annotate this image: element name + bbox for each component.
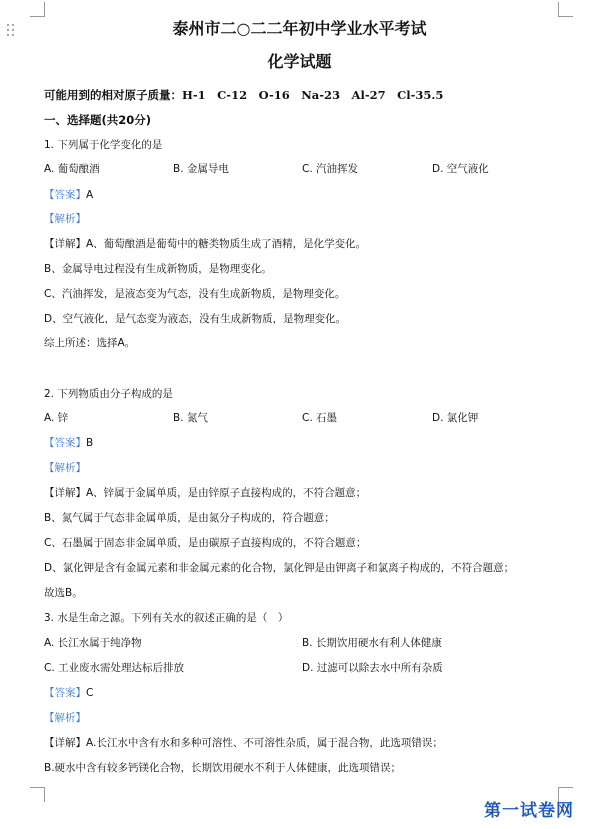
q1-option-d: D. 空气液化 — [432, 163, 489, 175]
page-subtitle: 化学试题 — [267, 52, 332, 71]
q1-option-a: A. 葡萄酿酒 — [44, 163, 100, 175]
question-2-stem: 2. 下列物质由分子构成的是 — [44, 388, 173, 400]
q1-detail-a: A、葡萄酿酒是葡萄中的糖类物质生成了酒精，是化学变化。 — [86, 238, 367, 250]
question-3-stem: 3. 水是生命之源。下列有关水的叙述正确的是（ ） — [44, 612, 289, 624]
answer-tag: 【答案】 — [44, 687, 86, 699]
q2-detail-d: D、氯化钾是含有金属元素和非金属元素的化合物，氯化钾是由钾离子和氯离子构成的，不符合题意； — [44, 562, 515, 574]
q1-analysis-tag: 【解析】 — [44, 213, 86, 225]
atomic-masses-line: 可能用到的相对原子质量：H-1 C-12 O-16 Na-23 Al-27 Cl-35.5 — [44, 88, 444, 102]
q2-detail-c: C、石墨属于固态非金属单质，是由碳原子直接构成的，不符合题意； — [44, 537, 367, 549]
q2-analysis-tag: 【解析】 — [44, 462, 86, 474]
crop-mark-bottom-left — [30, 787, 45, 802]
q1-option-b: B. 金属导电 — [173, 163, 229, 175]
q3-option-d: D. 过滤可以除去水中所有杂质 — [302, 662, 443, 674]
q3-detail-line-1 — [44, 736, 443, 750]
q2-detail-b: B、氮气属于气态非金属单质，是由氮分子构成的，符合题意； — [44, 512, 335, 524]
q1-detail-b: B、金属导电过程没有生成新物质，是物理变化。 — [44, 263, 272, 275]
q3-answer: C — [86, 687, 94, 699]
crop-mark-top-right — [558, 2, 573, 17]
q3-option-b: B. 长期饮用硬水有利人体健康 — [302, 637, 442, 649]
question-1-stem: 1. 下列属于化学变化的是 — [44, 139, 163, 151]
detail-tag: 【详解】 — [44, 487, 86, 499]
q1-conclusion: 综上所述：选择A。 — [44, 337, 136, 349]
q1-answer: A — [86, 189, 94, 201]
detail-tag: 【详解】 — [44, 238, 86, 250]
answer-tag: 【答案】 — [44, 437, 86, 449]
q2-detail-line-1 — [44, 486, 366, 500]
site-logo: 第一试卷网 — [484, 801, 574, 821]
q2-detail-a: A、锌属于金属单质，是由锌原子直接构成的，不符合题意； — [86, 487, 367, 499]
q2-option-a: A. 锌 — [44, 412, 69, 424]
q2-option-d: D. 氯化钾 — [432, 412, 479, 424]
crop-mark-top-left — [30, 2, 45, 17]
q1-detail-c: C、汽油挥发，是液态变为气态，没有生成新物质，是物理变化。 — [44, 288, 346, 300]
q1-option-c: C. 汽油挥发 — [302, 163, 359, 175]
q1-detail-line-1 — [44, 237, 366, 251]
q3-option-a: A. 长江水属于纯净物 — [44, 637, 142, 649]
page-title: 泰州市二○二二年初中学业水平考试 — [172, 19, 427, 38]
q1-answer-line — [44, 188, 93, 202]
q3-option-c: C. 工业废水需处理达标后排放 — [44, 662, 185, 674]
q2-conclusion: 故选B。 — [44, 587, 83, 599]
q2-option-b: B. 氮气 — [173, 412, 208, 424]
detail-tag: 【详解】 — [44, 737, 86, 749]
q2-answer: B — [86, 437, 94, 449]
q3-answer-line — [44, 686, 93, 700]
q2-option-c: C. 石墨 — [302, 412, 338, 424]
q1-detail-d: D、空气液化，是气态变为液态，没有生成新物质，是物理变化。 — [44, 313, 347, 325]
q2-answer-line — [44, 436, 93, 450]
q3-detail-a: A.长江水中含有水和多种可溶性、不可溶性杂质，属于混合物，此选项错误； — [86, 737, 443, 749]
q3-analysis-tag: 【解析】 — [44, 712, 86, 724]
q3-detail-b: B.硬水中含有较多钙镁化合物，长期饮用硬水不利于人体健康，此选项错误； — [44, 762, 402, 774]
section-heading: 一、选择题(共20分) — [44, 113, 152, 127]
answer-tag: 【答案】 — [44, 189, 86, 201]
